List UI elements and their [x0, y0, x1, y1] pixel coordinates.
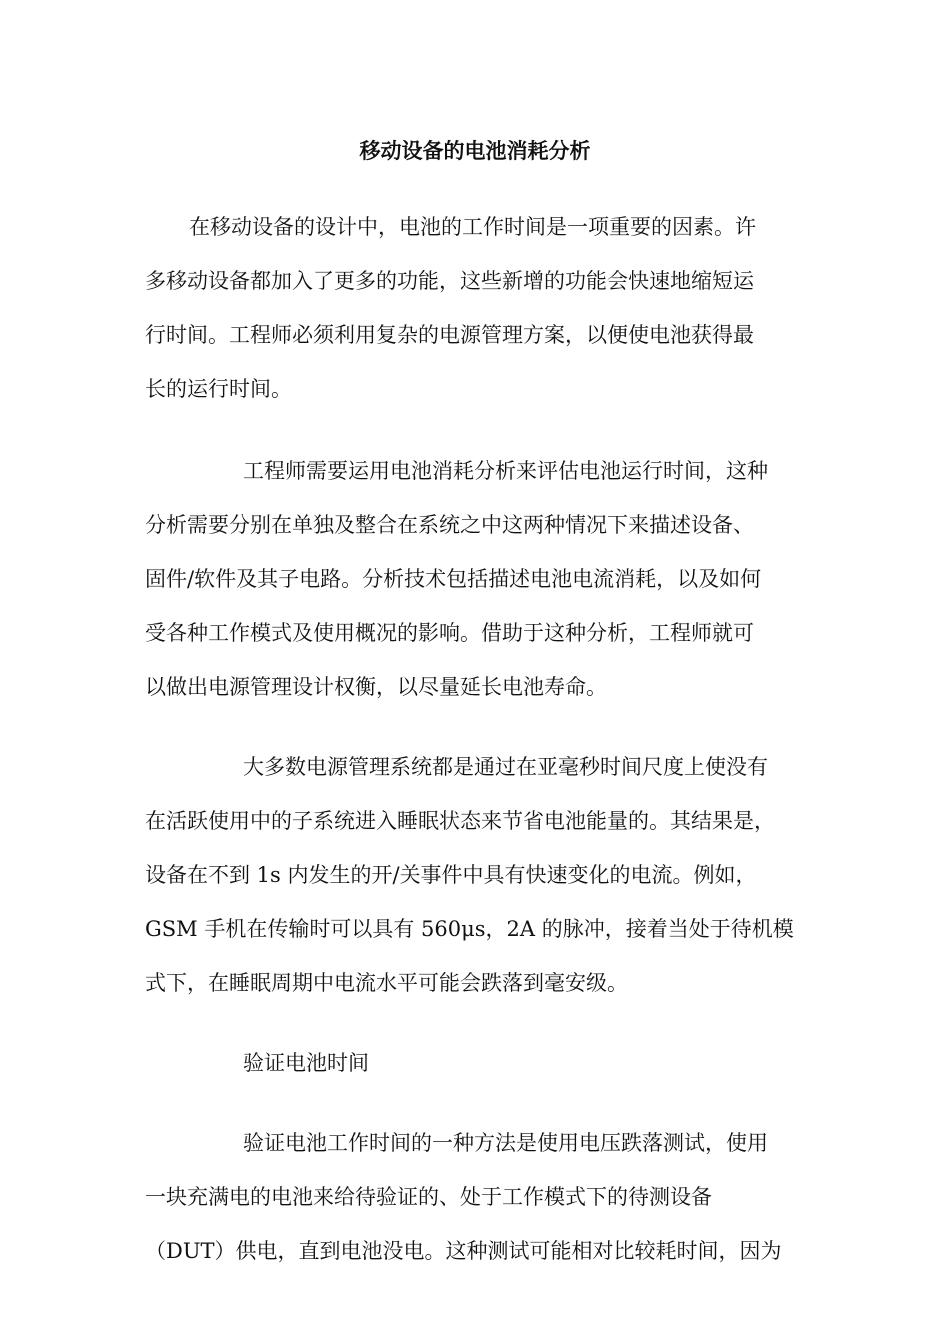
paragraph-1-line-1: 在移动设备的设计中，电池的工作时间是一项重要的因素。许 [189, 215, 756, 239]
section-heading: 验证电池时间 [243, 1051, 369, 1075]
paragraph-3-line-3: 设备在不到 1s 内发生的开/关事件中具有快速变化的电流。例如， [145, 863, 757, 887]
paragraph-3-line-1: 大多数电源管理系统都是通过在亚毫秒时间尺度上使没有 [243, 755, 768, 779]
paragraph-4-line-3: （DUT）供电，直到电池没电。这种测试可能相对比较耗时间，因为 [145, 1239, 782, 1263]
paragraph-1-line-4: 长的运行时间。 [145, 377, 292, 401]
paragraph-3-line-5: 式下，在睡眠周期中电流水平可能会跌落到毫安级。 [145, 971, 628, 995]
paragraph-1-line-3: 行时间。工程师必须利用复杂的电源管理方案，以便使电池获得最 [145, 323, 754, 347]
paragraph-4-line-1: 验证电池工作时间的一种方法是使用电压跌落测试，使用 [243, 1131, 768, 1155]
paragraph-2-line-1: 工程师需要运用电池消耗分析来评估电池运行时间，这种 [243, 459, 768, 483]
paragraph-2-line-3: 固件/软件及其子电路。分析技术包括描述电池电流消耗，以及如何 [145, 567, 762, 591]
paragraph-1-line-2: 多移动设备都加入了更多的功能，这些新增的功能会快速地缩短运 [145, 269, 754, 293]
paragraph-2-line-2: 分析需要分别在单独及整合在系统之中这两种情况下来描述设备、 [145, 513, 754, 537]
paragraph-4-line-2: 一块充满电的电池来给待验证的、处于工作模式下的待测设备 [145, 1185, 712, 1209]
document-title: 移动设备的电池消耗分析 [359, 139, 591, 163]
paragraph-2-line-4: 受各种工作模式及使用概况的影响。借助于这种分析，工程师就可 [145, 621, 754, 645]
paragraph-3-line-2: 在活跃使用中的子系统进入睡眠状态来节省电池能量的。其结果是， [145, 809, 775, 833]
paragraph-2-line-5: 以做出电源管理设计权衡，以尽量延长电池寿命。 [145, 675, 607, 699]
paragraph-3-line-4: GSM 手机在传输时可以具有 560μs，2A 的脉冲，接着当处于待机模 [145, 917, 794, 941]
